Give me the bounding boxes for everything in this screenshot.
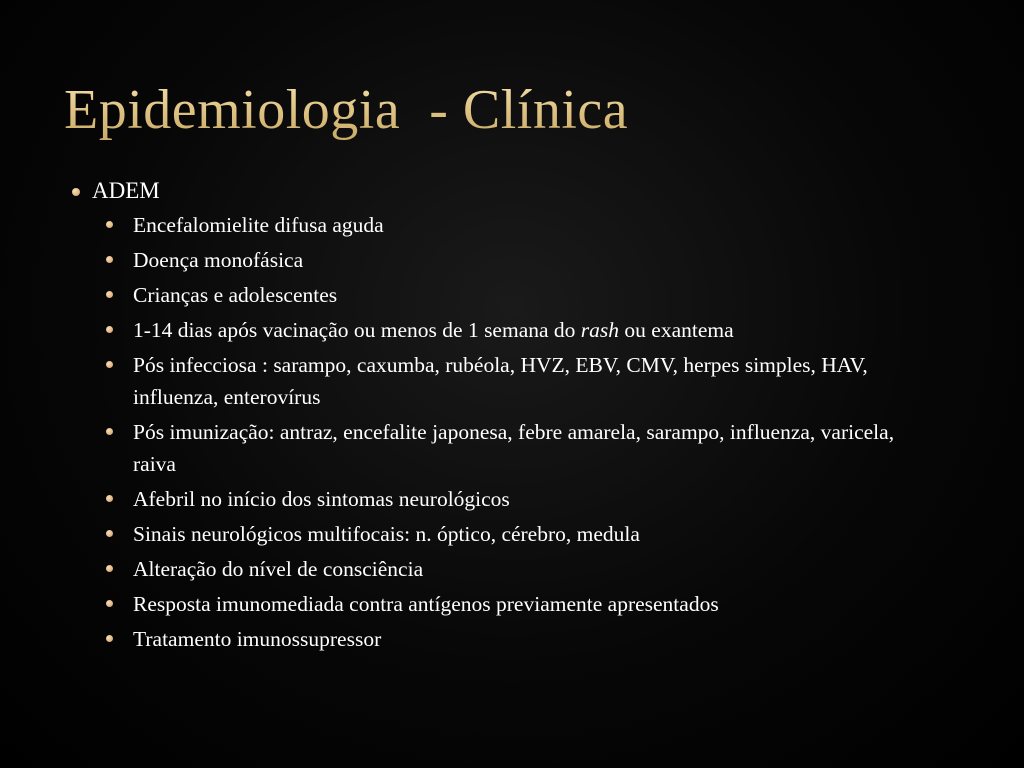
bullet-text: ADEM [92, 178, 160, 203]
sub-bullet-item [133, 483, 913, 515]
sub-bullet-text: Pós infecciosa : sarampo, caxumba, rubéola, HVZ, EBV, CMV, herpes simples, HAV, influenza, enterovírus [133, 353, 868, 409]
sub-bullet-item [133, 314, 913, 346]
sub-bullet-item [133, 623, 913, 655]
sub-bullet-text-after: ou exantema [619, 318, 734, 342]
sub-bullet-item [133, 244, 913, 276]
sub-bullet-text-before: 1-14 dias após vacinação ou menos de 1 semana do [133, 318, 581, 342]
sub-bullet-text: Sinais neurológicos multifocais: n. óptico, cérebro, medula [133, 522, 640, 546]
sub-bullet-text: Crianças e adolescentes [133, 283, 338, 307]
sub-bullet-item [133, 588, 913, 620]
bullet-dot-icon [106, 600, 113, 607]
bullet-list [0, 175, 1024, 658]
sub-bullet-item [133, 279, 913, 311]
sub-bullet-text: Resposta imunomediada contra antígenos previamente apresentados [133, 592, 719, 616]
bullet-dot-icon [106, 565, 113, 572]
sub-bullet-text: Alteração do nível de consciência [133, 557, 424, 581]
bullet-dot-icon [106, 635, 113, 642]
sub-bullet-text: Afebril no início dos sintomas neurológicos [133, 487, 510, 511]
bullet-dot-icon [106, 291, 113, 298]
sub-bullet-text: Encefalomielite difusa aguda [133, 213, 384, 237]
bullet-dot-icon [106, 495, 113, 502]
sub-bullet-text: Doença monofásica [133, 248, 304, 272]
sub-bullet-text-italic: rash [580, 318, 620, 342]
sub-bullet-item [133, 518, 913, 550]
bullet-dot-icon [72, 188, 80, 196]
sub-bullet-item [133, 349, 913, 413]
sub-bullet-item [133, 416, 913, 480]
sub-bullet-text: Tratamento imunossupressor [133, 627, 382, 651]
sub-bullet-text: Pós imunização: antraz, encefalite japonesa, febre amarela, sarampo, influenza, varicela, raiva [133, 420, 895, 476]
bullet-dot-icon [106, 221, 113, 228]
bullet-dot-icon [106, 326, 113, 333]
bullet-dot-icon [106, 256, 113, 263]
bullet-dot-icon [106, 361, 113, 368]
bullet-dot-icon [106, 530, 113, 537]
sub-bullet-item [133, 209, 913, 241]
bullet-item-adem [92, 175, 1024, 209]
bullet-dot-icon [106, 428, 113, 435]
slide-title: Epidemiologia - Clínica [64, 79, 629, 141]
sub-bullet-item [133, 553, 913, 585]
